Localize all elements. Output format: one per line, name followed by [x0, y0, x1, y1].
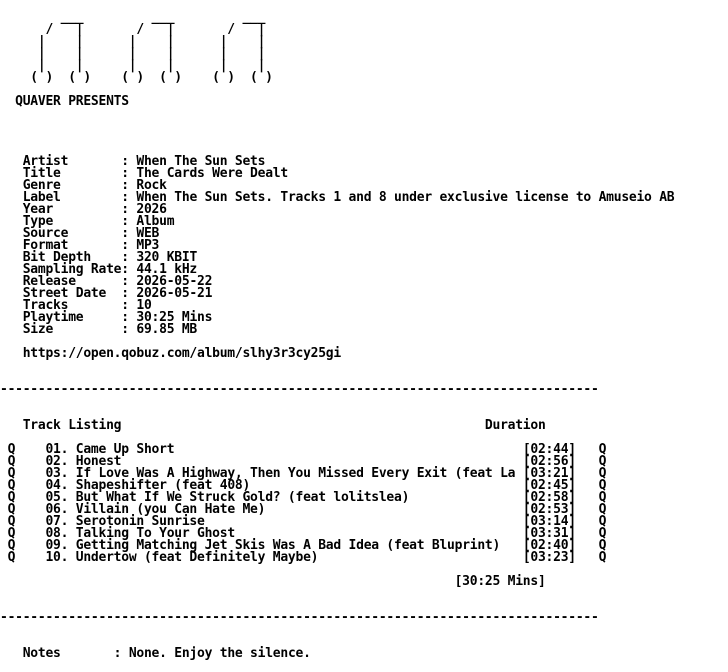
info-row: Bit Depth : 320 KBIT [22, 250, 198, 265]
blank-line [0, 120, 728, 132]
track-marker-left: Q [7, 526, 16, 541]
track-marker-right: Q [598, 526, 607, 541]
logo-art-text: | | | | | | [7, 34, 266, 49]
logo-art-text: / | / | / | [7, 22, 266, 37]
info-label: Label [22, 190, 61, 205]
blank-line [0, 624, 728, 636]
info-value: 2026-05-22 [136, 274, 213, 289]
track-marker-right: Q [598, 466, 607, 481]
info-value: 320 KBIT [136, 250, 198, 265]
info-row: Tracks : 10 [22, 298, 152, 313]
info-row: Format : MP3 [22, 238, 160, 253]
track-marker-right: Q [598, 502, 607, 517]
track-number: 03. [45, 466, 69, 481]
track-number: 01. [45, 442, 69, 457]
track-number: 08. [45, 526, 69, 541]
info-value: Rock [136, 178, 167, 193]
url-line [0, 348, 728, 360]
notes-label: Notes [22, 646, 61, 660]
info-value: When The Sun Sets. Tracks 1 and 8 under exclusive license to Amuseio AB [136, 190, 675, 205]
info-label: Sampling Rate [22, 262, 122, 277]
track-title: If Love Was A Highway, Then You Missed Every Exit (feat La [75, 466, 516, 481]
track-marker-right: Q [598, 550, 607, 565]
track-marker-left: Q [7, 478, 16, 493]
track-marker-right: Q [598, 442, 607, 457]
track-header [0, 420, 728, 432]
blank-line [0, 396, 728, 408]
info-value: MP3 [136, 238, 160, 253]
info-label: Street Date [22, 286, 107, 301]
track-title: Getting Matching Jet Skis Was A Bad Idea (feat Bluprint) [75, 538, 501, 553]
total-row [0, 576, 728, 588]
info-label: Genre [22, 178, 61, 193]
info-label: Type [22, 214, 54, 229]
separator: ------------------------------------------------------------------------------- [0, 382, 599, 397]
info-row: Release : 2026-05-22 [22, 274, 213, 289]
info-value: 10 [136, 298, 152, 313]
album-link[interactable]: https://open.qobuz.com/album/slhy3r3cy25gi [22, 346, 341, 361]
total-time: [30:25 Mins] [454, 574, 546, 589]
track-duration: [02:58] [522, 490, 576, 505]
track-number: 09. [45, 538, 69, 553]
info-label: Artist [22, 154, 69, 169]
info-value: 44.1 kHz [136, 262, 198, 277]
info-row: Genre : Rock [22, 178, 167, 193]
logo-art-text: | | | | | | [7, 46, 266, 61]
info-row: Size : 69.85 MB [22, 322, 198, 337]
info-row: Artist : When The Sun Sets [22, 154, 266, 169]
track-title: Shapeshifter (feat 408) [75, 478, 251, 493]
presenter-line [0, 96, 728, 108]
notes-row: Notes : None. Enjoy the silence. [22, 646, 311, 660]
track-number: 05. [45, 490, 69, 505]
info-row: Playtime : 30:25 Mins [22, 310, 213, 325]
info-row: Title : The Cards Were Dealt [22, 166, 288, 181]
track-number: 10. [45, 550, 69, 565]
info-label: Tracks [22, 298, 69, 313]
info-row: Year : 2026 [22, 202, 167, 217]
track-row [0, 552, 728, 564]
logo-art-text: ( ) ( ) ( ) ( ) ( ) ( ) [7, 70, 273, 85]
nfo-document [0, 12, 728, 660]
info-label: Release [22, 274, 76, 289]
info-label: Source [22, 226, 69, 241]
info-label: Title [22, 166, 61, 181]
track-marker-right: Q [598, 454, 607, 469]
track-marker-left: Q [7, 538, 16, 553]
track-marker-left: Q [7, 514, 16, 529]
track-duration: [03:23] [522, 550, 576, 565]
blank-line [0, 360, 728, 372]
track-marker-right: Q [598, 538, 607, 553]
blank-line [0, 132, 728, 144]
track-number: 07. [45, 514, 69, 529]
track-duration: [02:40] [522, 538, 576, 553]
track-marker-left: Q [7, 466, 16, 481]
track-marker-right: Q [598, 514, 607, 529]
info-row: Type : Album [22, 214, 175, 229]
info-label: Year [22, 202, 54, 217]
info-label: Bit Depth [22, 250, 91, 265]
info-value: 30:25 Mins [136, 310, 213, 325]
info-label: Size [22, 322, 54, 337]
track-duration: [02:44] [522, 442, 576, 457]
track-title: Undertow (feat Definitely Maybe) [75, 550, 319, 565]
notes-value: None. Enjoy the silence. [128, 646, 311, 660]
logo-art-line [0, 72, 728, 84]
info-row: Source : WEB [22, 226, 160, 241]
track-duration: [03:31] [522, 526, 576, 541]
info-row: Sampling Rate: 44.1 kHz [22, 262, 198, 277]
track-title: But What If We Struck Gold? (feat lolitslea) [75, 490, 410, 505]
presenter-text: QUAVER PRESENTS [15, 94, 129, 109]
info-value: 69.85 MB [136, 322, 198, 337]
track-title: Serotonin Sunrise [75, 514, 205, 529]
duration-heading: Duration [484, 418, 546, 433]
track-marker-left: Q [7, 454, 16, 469]
track-title: Came Up Short [75, 442, 175, 457]
track-marker-right: Q [598, 490, 607, 505]
track-duration: [03:21] [522, 466, 576, 481]
track-number: 04. [45, 478, 69, 493]
info-row: Label : When The Sun Sets. Tracks 1 and 8 under exclusive license to Amuseio AB [22, 190, 675, 205]
track-listing-heading: Track Listing [22, 418, 122, 433]
track-marker-right: Q [598, 478, 607, 493]
info-label: Format [22, 238, 69, 253]
logo-art-text: | | | | | | [7, 58, 266, 73]
info-value: WEB [136, 226, 160, 241]
info-value: When The Sun Sets [136, 154, 266, 169]
track-marker-left: Q [7, 490, 16, 505]
track-marker-left: Q [7, 502, 16, 517]
track-marker-left: Q [7, 550, 16, 565]
info-value: Album [136, 214, 175, 229]
info-label: Playtime [22, 310, 84, 325]
blank-line [0, 588, 728, 600]
track-duration: [03:14] [522, 514, 576, 529]
track-title: Talking To Your Ghost [75, 526, 235, 541]
track-duration: [02:56] [522, 454, 576, 469]
info-value: 2026-05-21 [136, 286, 213, 301]
track-marker-left: Q [7, 442, 16, 457]
logo-art-text: ___ ___ ___ [7, 12, 266, 25]
track-number: 06. [45, 502, 69, 517]
blank-line [0, 108, 728, 120]
track-title: Honest [75, 454, 122, 469]
info-value: 2026 [136, 202, 167, 217]
track-duration: [02:45] [522, 478, 576, 493]
track-title: Villain (you Can Hate Me) [75, 502, 266, 517]
track-duration: [02:53] [522, 502, 576, 517]
separator: ------------------------------------------------------------------------------- [0, 610, 599, 625]
track-number: 02. [45, 454, 69, 469]
info-row: Street Date : 2026-05-21 [22, 286, 213, 301]
info-value: The Cards Were Dealt [136, 166, 288, 181]
